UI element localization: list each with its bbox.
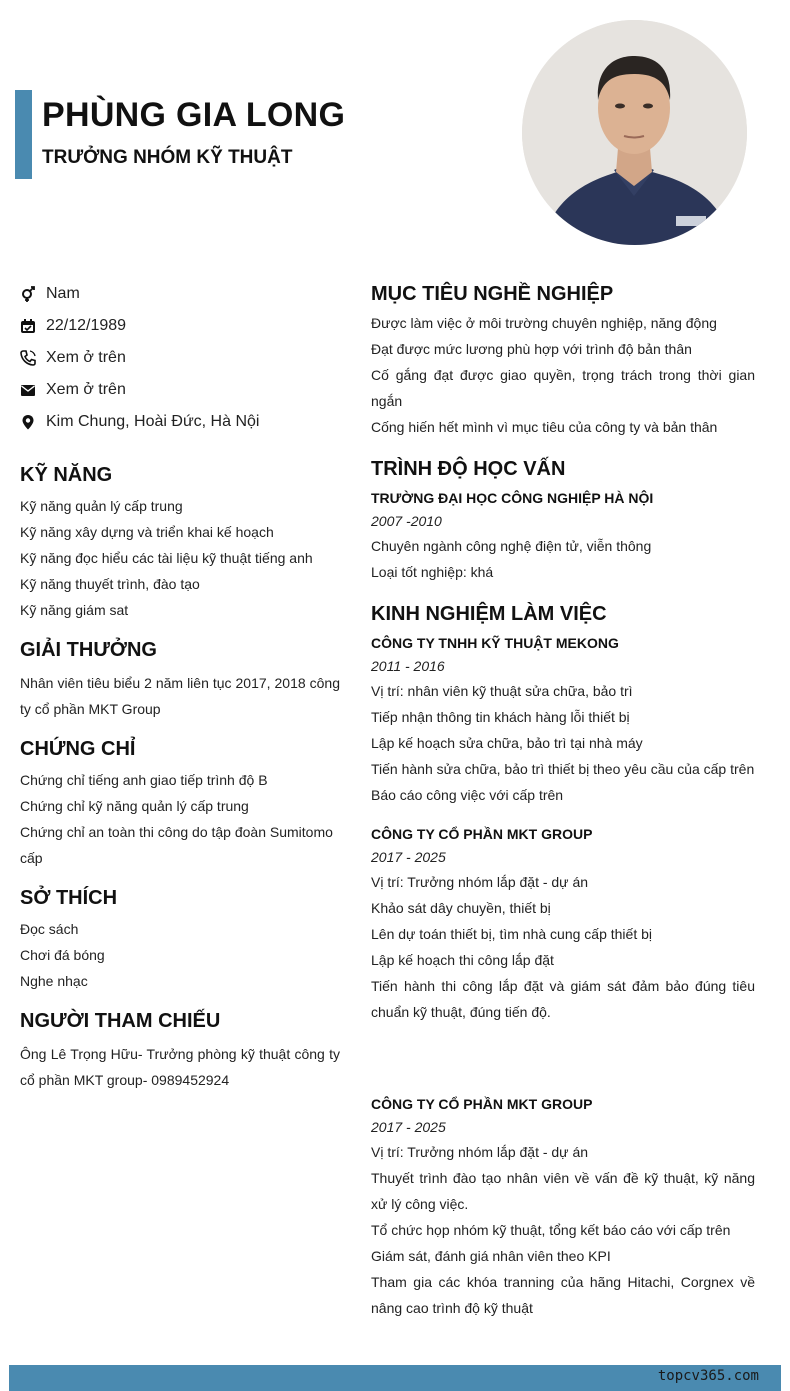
list-item: Kỹ năng đọc hiểu các tài liệu kỹ thuật tiếng anh [20,550,313,566]
right-column [371,280,755,1321]
certificates-title: CHỨNG CHỈ [20,738,136,760]
list-item: Đạt được mức lương phù hợp với trình độ bản thân [371,341,692,357]
list-item: Thuyết trình đào tạo nhân viên về vấn đề kỹ thuật, kỹ năng xử lý công việc. [371,1170,755,1212]
phone-value: Xem ở trên [46,349,126,366]
list-item: Kỹ năng giám sat [20,602,129,618]
avatar [522,20,747,245]
list-item: Chứng chỉ tiếng anh giao tiếp trình độ B [20,772,268,788]
hobbies-title: SỞ THÍCH [20,887,118,909]
list-item: Kỹ năng xây dựng và triển khai kế hoạch [20,524,274,540]
birthday-value: 22/12/1989 [46,317,127,334]
company-name: CÔNG TY CỔ PHẦN MKT GROUP [371,826,593,842]
email-value: Xem ở trên [46,381,126,398]
list-item: Ông Lê Trọng Hữu- Trưởng phòng kỹ thuật công ty cổ phần MKT group- 0989452924 [20,1046,340,1088]
list-item: Đọc sách [20,921,79,937]
list-item: Chuyên ngành công nghệ điện tử, viễn thông [371,538,652,554]
experience-entry [371,632,755,808]
info-address [20,406,340,438]
skills-title: KỸ NĂNG [20,464,113,486]
info-phone [20,342,340,374]
list-item: Loại tốt nghiệp: khá [371,564,494,580]
job-period: 2011 - 2016 [371,658,445,674]
list-item: Lập kế hoạch thi công lắp đặt [371,952,554,968]
list-item: Chứng chỉ kỹ năng quản lý cấp trung [20,798,249,814]
skills-section [20,461,340,623]
envelope-icon [20,382,36,398]
list-item: Cố gắng đạt được giao quyền, trọng trách trong thời gian ngắn [371,367,755,409]
header-accent-bar [15,90,32,179]
job-period: 2017 - 2025 [371,849,446,865]
education-period: 2007 -2010 [371,513,442,529]
company-name: CÔNG TY TNHH KỸ THUẬT MEKONG [371,635,619,651]
phone-icon [20,350,36,366]
company-name: CÔNG TY CỔ PHẦN MKT GROUP [371,1096,593,1112]
list-item: Tiến hành sửa chữa, bảo trì thiết bị theo yêu cầu của cấp trên [371,761,755,777]
objective-title: MỤC TIÊU NGHỀ NGHIỆP [371,283,614,305]
references-section [20,1007,340,1093]
list-item: Vị trí: Trưởng nhóm lắp đặt - dự án [371,874,589,890]
list-item: Nhân viên tiêu biểu 2 năm liên tục 2017, 2018 công ty cổ phần MKT Group [20,675,340,717]
list-item: Kỹ năng thuyết trình, đào tạo [20,576,200,592]
list-item: Tham gia các khóa tranning của hãng Hitachi, Corgnex về nâng cao trình độ kỹ thuật [371,1274,755,1316]
info-email [20,374,340,406]
info-gender [20,278,340,310]
list-item: Vị trí: Trưởng nhóm lắp đặt - dự án [371,1144,589,1160]
info-birthday [20,310,340,342]
list-item: Tiếp nhận thông tin khách hàng lỗi thiết bị [371,709,630,725]
experience-title: KINH NGHIỆM LÀM VIỆC [371,603,607,625]
awards-title: GIẢI THƯỞNG [20,639,157,661]
education-section [371,455,755,585]
list-item: Vị trí: nhân viên kỹ thuật sửa chữa, bảo trì [371,683,633,699]
list-item: Nghe nhạc [20,973,88,989]
list-item: Tiến hành thi công lắp đặt và giám sát đảm bảo đúng tiêu chuẩn kỹ thuật, đúng tiến độ. [371,978,755,1020]
objective-section [371,280,755,440]
left-column [20,278,340,1093]
personal-info [20,278,340,438]
list-item: Lên dự toán thiết bị, tìm nhà cung cấp thiết bị [371,926,652,942]
list-item: Chứng chỉ an toàn thi công do tập đoàn Sumitomo cấp [20,824,333,866]
candidate-name: PHÙNG GIA LONG [42,96,346,134]
list-item: Giám sát, đánh giá nhân viên theo KPI [371,1248,611,1264]
school-name: TRƯỜNG ĐẠI HỌC CÔNG NGHIỆP HÀ NỘI [371,490,654,506]
candidate-job-title: TRƯỞNG NHÓM KỸ THUẬT [42,147,293,168]
location-pin-icon [20,414,36,430]
experience-entry [371,1093,755,1321]
list-item: Cống hiến hết mình vì mục tiêu của công ty và bản thân [371,419,718,435]
gender-value: Nam [46,285,80,302]
list-item: Tổ chức họp nhóm kỹ thuật, tổng kết báo cáo với cấp trên [371,1222,731,1238]
list-item: Kỹ năng quản lý cấp trung [20,498,183,514]
references-title: NGƯỜI THAM CHIẾU [20,1010,221,1032]
education-title: TRÌNH ĐỘ HỌC VẤN [371,458,566,480]
experience-entry [371,823,755,1025]
list-item: Được làm việc ở môi trường chuyên nghiệp, năng động [371,315,717,331]
gender-icon [20,286,36,302]
certificates-section [20,735,340,871]
calendar-icon [20,318,36,334]
job-period: 2017 - 2025 [371,1119,446,1135]
experience-section [371,600,755,1321]
list-item: Báo cáo công việc với cấp trên [371,787,564,803]
awards-section [20,636,340,722]
list-item: Chơi đá bóng [20,947,105,963]
hobbies-section [20,884,340,994]
footer-site-link[interactable]: topcv365.com [657,1368,759,1384]
list-item: Khảo sát dây chuyền, thiết bị [371,900,551,916]
list-item: Lập kế hoạch sửa chữa, bảo trì tại nhà máy [371,735,643,751]
address-value: Kim Chung, Hoài Đức, Hà Nội [46,413,260,430]
